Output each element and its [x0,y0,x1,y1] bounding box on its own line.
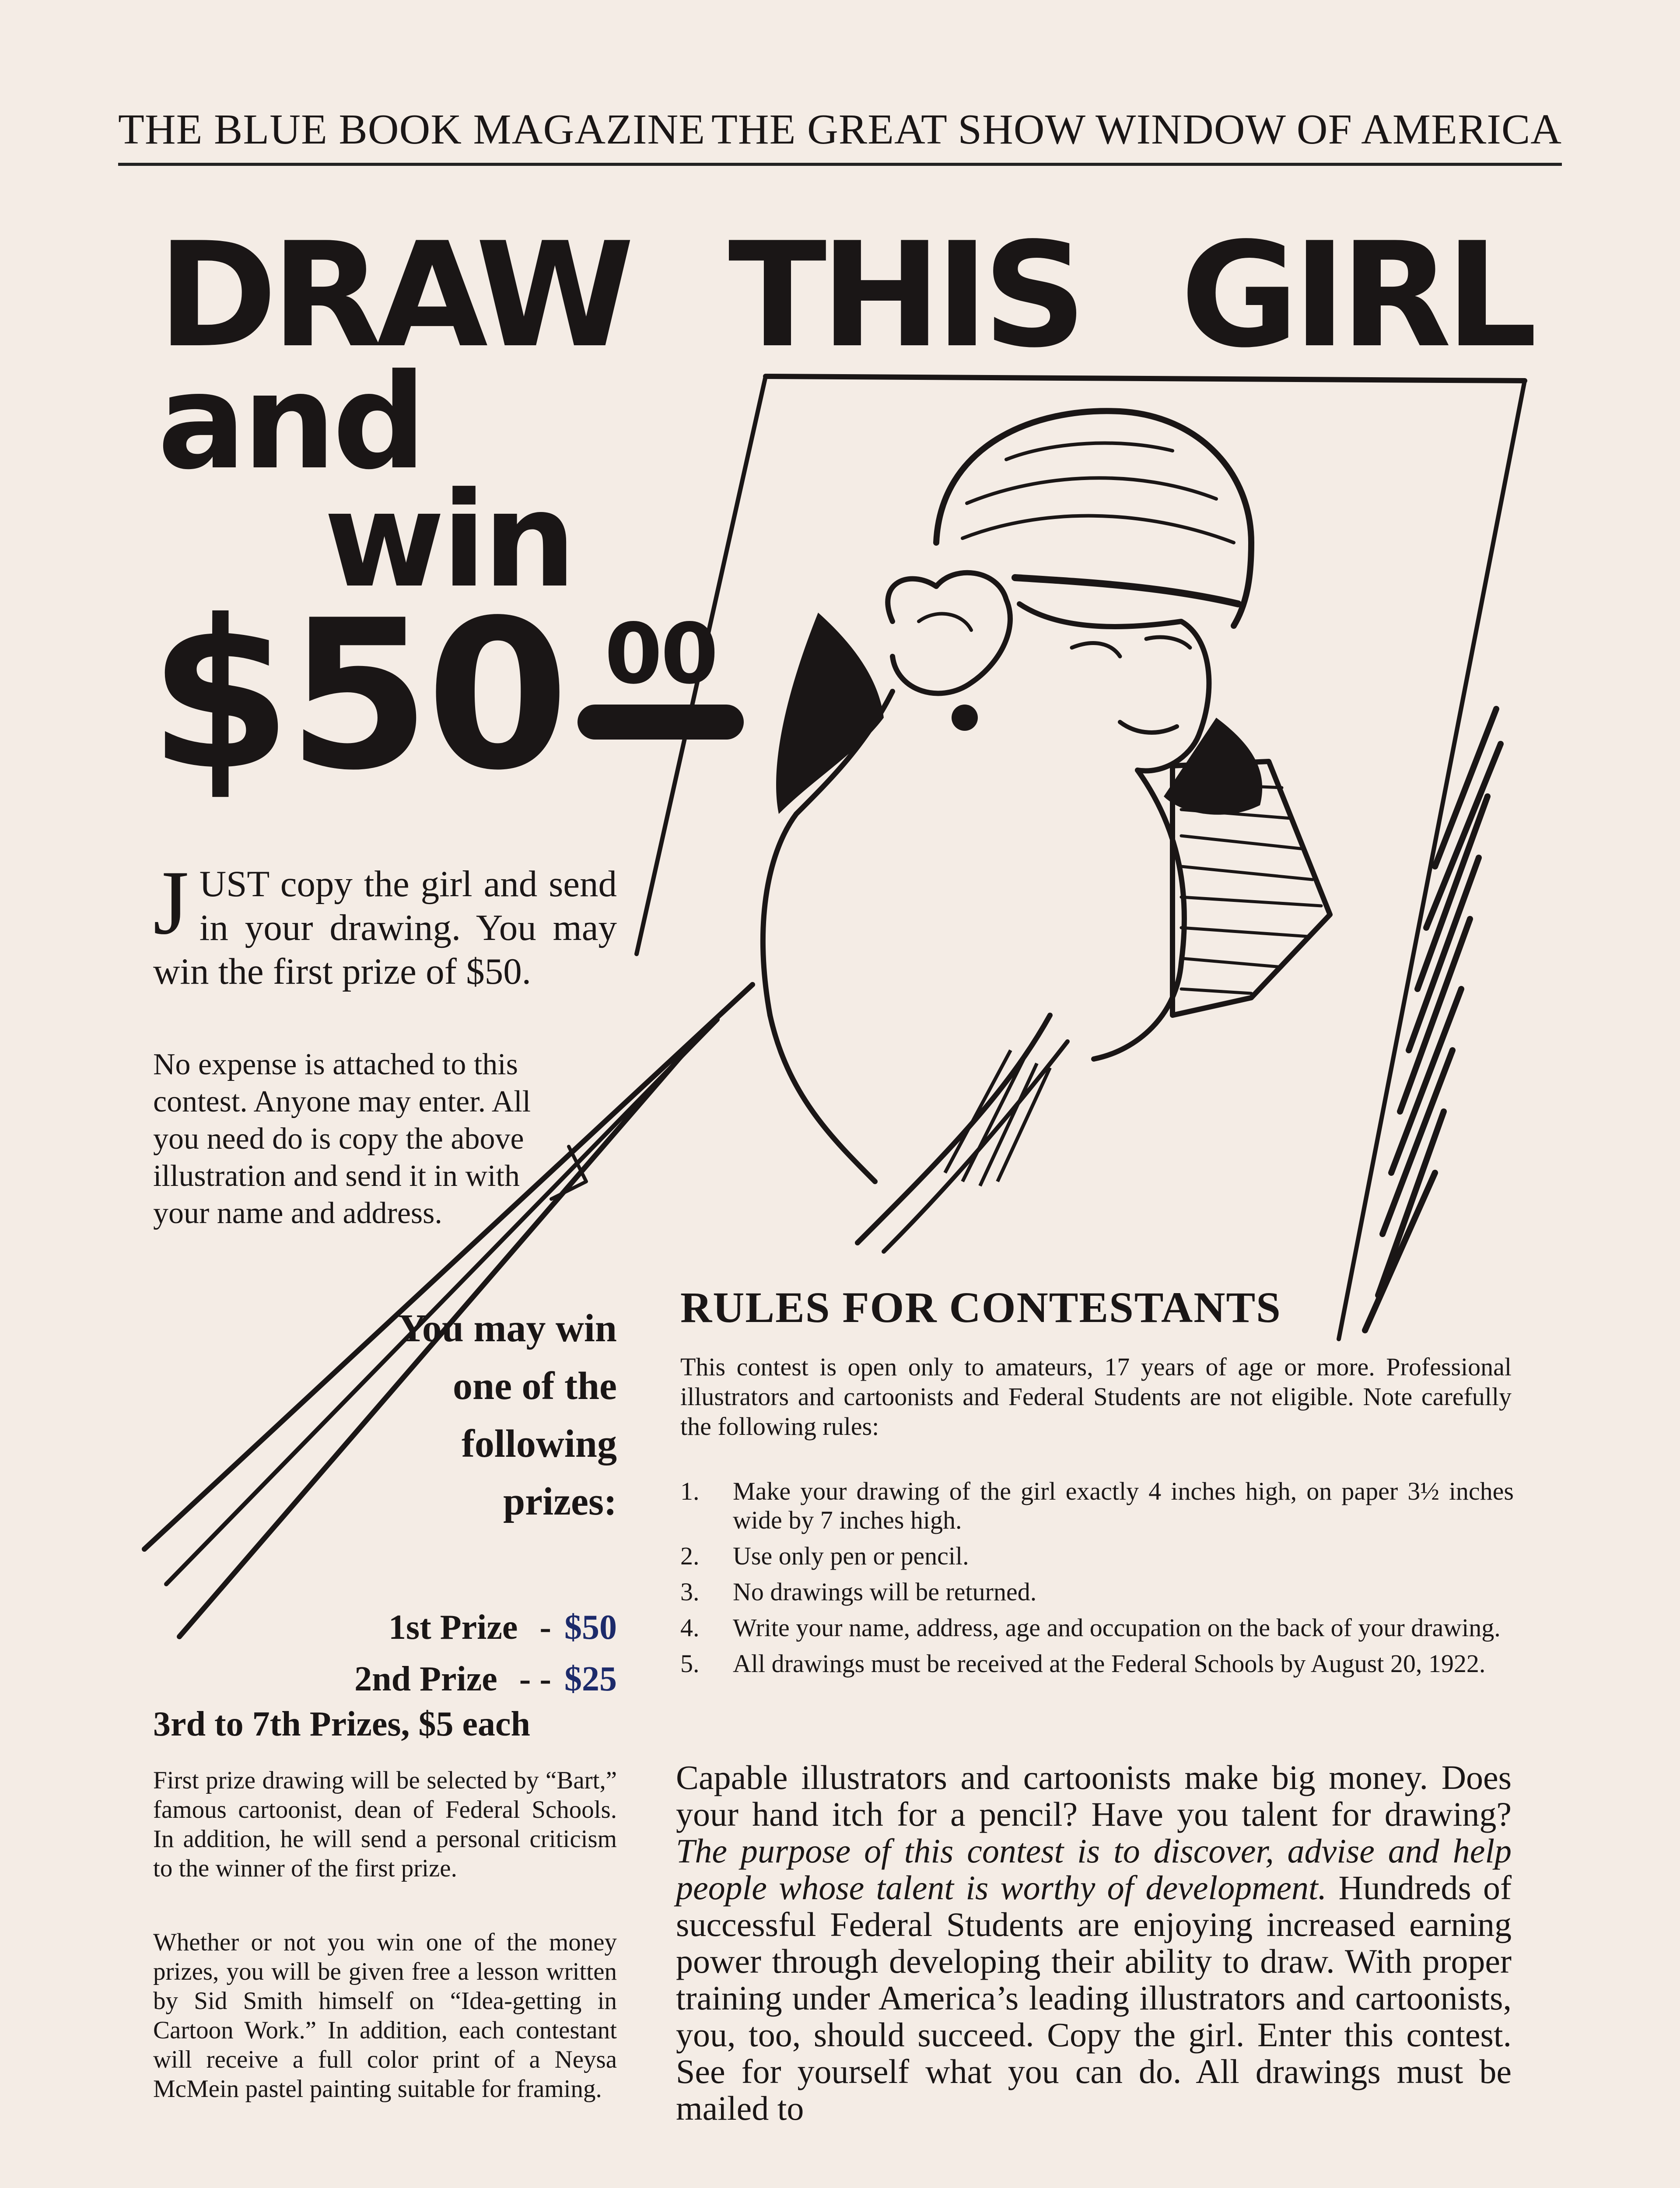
rule-item [680,1477,1514,1535]
headline-word: THIS [728,211,1081,379]
prize-amount-value: $50 [564,1608,617,1647]
intro-lead: UST copy the girl and send in your drawing. You may win the first prize of $50. [153,863,617,992]
rule-number: 4. [680,1613,700,1642]
magazine-name: THE BLUE BOOK MAGAZINE [118,106,706,153]
headline-word: GIRL [1180,211,1531,379]
pitch-paragraph [676,1759,1512,2127]
rule-number: 2. [680,1542,700,1570]
rule-item [680,1613,1514,1642]
rules-list [680,1477,1514,1685]
intro-details: No expense is attached to this contest. Anyone may enter. All you need do is copy the above illustration and send it in with your name and address. [153,1048,531,1230]
rule-text: No drawings will be returned. [733,1578,1037,1606]
headline-word: DRAW [158,211,629,379]
rules-heading: RULES FOR CONTESTANTS [680,1283,1281,1332]
judge-note: First prize drawing will be selected by “Bart,” famous cartoonist, dean of Federal Schools. In addition, he will send a personal criticism to the winner of the first prize. [153,1767,617,1882]
prize-amount: $50 [149,576,565,815]
prize-label: 1st Prize [388,1608,518,1647]
rule-item [680,1542,1514,1571]
lesson-note: Whether or not you win one of the money prizes, you will be given free a lesson written by Sid Smith himself on “Idea-getting in Cartoon Work.” In addition, each contestant will receive a full color print of a Neysa McMein pastel painting suitable for framing. [153,1929,617,2103]
rule-text: All drawings must be received at the Federal Schools by August 20, 1922. [733,1649,1486,1678]
prize-cents-digits: 00 [604,606,717,702]
headline-and: and [158,346,423,498]
prize-row [219,1653,617,1705]
rule-number: 1. [680,1477,700,1505]
rule-number: 5. [680,1649,700,1678]
intro-dropcap: J [153,852,189,954]
pitch-italic: The purpose of this contest is to discover, advise and help people whose talent is worthy of development. [676,1832,1512,1907]
rule-text: Make your drawing of the girl exactly 4 inches high, on paper 3½ inches wide by 7 inches high. [733,1477,1514,1534]
rule-item [680,1649,1514,1678]
intro-paragraph [153,852,617,993]
prize-separator: - [539,1608,551,1647]
rule-number: 3. [680,1578,700,1606]
prize-extra: 3rd to 7th Prizes, $5 each [153,1705,531,1743]
rule-text: Use only pen or pencil. [733,1542,969,1570]
rule-text: Write your name, address, age and occupation on the back of your drawing. [733,1613,1501,1642]
headline-win: win [324,464,573,617]
prize-amount-value: $25 [564,1660,617,1698]
rules-intro: This contest is open only to amateurs, 17 years of age or more. Professional illustrators and cartoonists and Federal Students are not eligible. Note carefully the following rules: [680,1353,1512,1441]
prize-row [219,1602,617,1653]
pitch-text: Hundreds of successful Federal Students are enjoying increased earning power through developing their ability to draw. With proper training under America’s leading illustrators and cartoonists, you, too, should succeed. Copy the girl. Enter this contest. See for yourself what you can do. All drawings must be mailed to [676,1869,1512,2127]
prize-separator: - - [519,1660,551,1698]
magazine-tagline: THE GREAT SHOW WINDOW OF AMERICA [711,106,1562,153]
pitch-text: Capable illustrators and cartoonists make big money. Does your hand itch for a pencil? Have you talent for drawing? [676,1758,1512,1833]
prize-list [219,1602,617,1705]
rule-item [680,1578,1514,1606]
prize-label: 2nd Prize [354,1660,497,1698]
you-may-win: You may win one of the following prizes: [398,1307,617,1523]
